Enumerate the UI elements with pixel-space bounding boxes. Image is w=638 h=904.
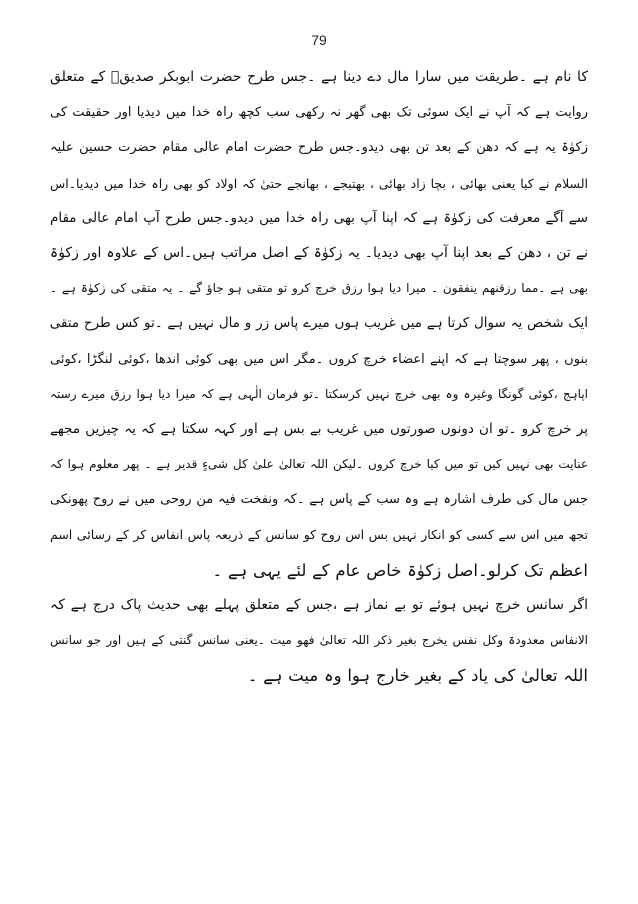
body-text xyxy=(50,60,588,693)
text-line: اللہ تعالیٰ کی یاد کے بغیر خارج ہوا وہ میت ہے ۔ xyxy=(247,666,588,686)
text-line: ایک شخص یہ سوال کرتا ہے میں غریب ہوں میرے پاس زر و مال نہیں ہے ۔تو کس طرح متقی xyxy=(50,315,588,332)
text-line: اعظم تک کرلو۔اصل زکوٰۃ خاص عام کے لئے یہی ہے ۔ xyxy=(212,560,588,580)
text-line: نے تن ، دھن کے بعد اپنا آپ بھی دیدیا۔ یہ زکوٰۃ کے اصل مراتب ہیں۔اس کے علاوہ اور زکوٰۃ xyxy=(50,244,588,261)
text-line: عنایت بھی نہیں کیں تو میں کیا خرچ کروں ۔لیکن اللہ تعالیٰ علیٰ کل شیءٍ قدیر ہے ۔ پھر معلوم ہوا کہ xyxy=(50,457,588,472)
text-line: اپاہج ،کوئی گونگا وغیرہ وہ بھی خرچ نہیں کرسکتا ۔تو فرمان الٰہی ہے کہ میرا دیا ہوا رزق میرے رستہ xyxy=(50,386,588,401)
page-number: 79 xyxy=(311,32,327,48)
text-line: کا نام ہے ۔طریقت میں سارا مال دے دینا ہے ۔جس طرح حضرت ابوبکر صدیقؓ کے متعلق xyxy=(50,69,588,85)
text-line: زکوٰۃ یہ ہے کہ دھن کے بعد تن بھی دیدو۔جس طرح حضرت امام عالی مقام حضرت حسین علیہ xyxy=(50,140,588,156)
text-line: الانفاس معدودۃ وکل نفس یخرج بغیر ذکر اللہ تعالیٰ فھو میت ۔یعنی سانس گنتی کے ہیں اور جو سانس xyxy=(50,633,588,647)
text-line: بنوں ، پھر سوچتا ہے کہ اپنے اعضاء خرچ کروں ۔مگر اس میں بھی کوئی اندھا ،کوئی لنگڑا ،کوئی xyxy=(50,351,588,367)
text-line: سے آگے معرفت کی زکوٰۃ ہے کہ اپنا آپ بھی راہ خدا میں دیدو۔جس طرح آپ امام عالی مقام xyxy=(50,209,588,226)
text-line: پر خرچ کرو ۔تو ان دونوں صورتوں میں غریب بے بس ہے اور کہہ سکتا ہے کہ یہ چیزیں مجھے xyxy=(50,420,588,437)
text-line: تجھ میں اس سے کسی کو انکار نہیں بس اس روح کو سانس کے ذریعہ پاس انفاس کر کے رسائی اسم xyxy=(50,527,588,543)
text-line: بھی ہے ۔مما رزقنھم ینفقون ۔ میرا دیا ہوا رزق خرچ کرو تو متقی ہو جاؤ گے ۔ یہ متقی کی زکوٰۃ ہے ۔ xyxy=(50,281,588,296)
text-line: روایت ہے کہ آپ نے ایک سوئی تک بھی گھر نہ رکھی سب کچھ راہ خدا میں دیدیا اور حقیقت کی xyxy=(50,105,588,121)
text-line: جس مال کی طرف اشارہ ہے وہ سب کے پاس ہے ۔کہ ونفخت فیہ من روحی میں نے روح پھونکی xyxy=(50,492,588,508)
text-line: السلام نے کیا یعنی بھائی ، بچا زاد بھائی ، بھتیجے ، بھانجے حتیٰ کہ اولاد کو بھی راہ خدا میں دیدیا۔اس xyxy=(50,175,588,191)
text-line: اگر سانس خرچ نہیں ہوئے تو بے نماز ہے ،جس کے متعلق پہلے بھی حدیث پاک درج ہے کہ xyxy=(50,596,588,613)
